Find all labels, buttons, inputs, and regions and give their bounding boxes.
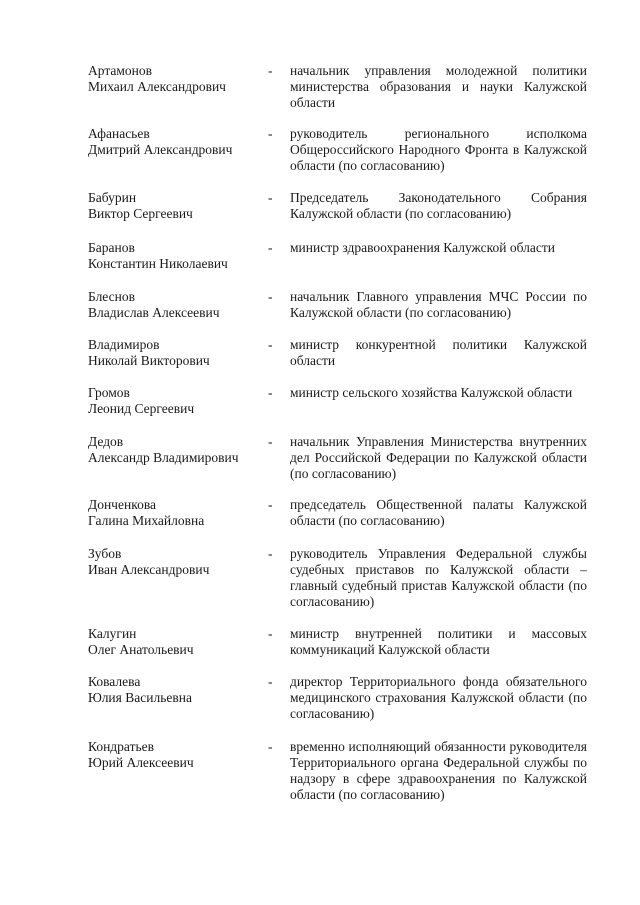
member-surname: Громов — [88, 385, 130, 400]
member-role: Председатель Законодательного Собрания Калужской области (по согласованию) — [290, 190, 587, 221]
member-role: начальник Главного управления МЧС России по Калужской области (по согласованию) — [290, 289, 587, 320]
member-name — [88, 434, 268, 466]
member-given-names: Галина Михайловна — [88, 513, 205, 528]
separator-dash: - — [268, 240, 273, 255]
member-name — [88, 337, 268, 369]
member-surname: Блеснов — [88, 289, 135, 304]
member-given-names: Юлия Васильевна — [88, 690, 192, 705]
member-surname: Зубов — [88, 546, 122, 561]
member-name — [88, 63, 268, 95]
member-name — [88, 385, 268, 417]
member-surname: Кондратьев — [88, 739, 154, 754]
member-surname: Бабурин — [88, 190, 137, 205]
member-given-names: Николай Викторович — [88, 353, 210, 368]
separator-dash: - — [268, 739, 273, 754]
member-given-names: Иван Александрович — [88, 562, 210, 577]
member-surname: Калугин — [88, 626, 137, 641]
member-given-names: Олег Анатольевич — [88, 642, 194, 657]
separator-dash: - — [268, 674, 273, 689]
member-role: начальник управления молодежной политики министерства образования и науки Калужской области — [290, 63, 587, 110]
member-name — [88, 190, 268, 222]
member-name — [88, 674, 268, 706]
member-name — [88, 739, 268, 771]
separator-dash: - — [268, 385, 273, 400]
member-given-names: Дмитрий Александрович — [88, 142, 233, 157]
member-surname: Дедов — [88, 434, 124, 449]
member-name — [88, 626, 268, 658]
member-given-names: Леонид Сергеевич — [88, 401, 195, 416]
member-role: временно исполняющий обязанности руководителя Территориального органа Федеральной службы по надзору в сфере здравоохранения по Калужской области (по согласованию) — [290, 739, 587, 802]
member-role: директор Территориального фонда обязательного медицинского страхования Калужской области (по согласованию) — [290, 674, 587, 721]
member-role: руководитель регионального исполкома Общероссийского Народного Фронта в Калужской области (по согласованию) — [290, 126, 587, 173]
member-given-names: Александр Владимирович — [88, 450, 239, 465]
member-role: министр конкурентной политики Калужской области — [290, 337, 587, 368]
separator-dash: - — [268, 63, 273, 78]
member-surname: Баранов — [88, 240, 135, 255]
member-surname: Владимиров — [88, 337, 160, 352]
member-role: министр сельского хозяйства Калужской области — [290, 385, 573, 400]
member-role: министр внутренней политики и массовых коммуникаций Калужской области — [290, 626, 587, 657]
member-surname: Ковалева — [88, 674, 141, 689]
separator-dash: - — [268, 337, 273, 352]
member-surname: Донченкова — [88, 497, 157, 512]
separator-dash: - — [268, 289, 273, 304]
member-role: руководитель Управления Федеральной службы судебных приставов по Калужской области – главный судебный пристав Калужской области (по согласованию) — [290, 546, 587, 609]
separator-dash: - — [268, 190, 273, 205]
member-given-names: Константин Николаевич — [88, 256, 228, 271]
member-name — [88, 240, 268, 272]
member-given-names: Михаил Александрович — [88, 79, 226, 94]
member-role: председатель Общественной палаты Калужской области (по согласованию) — [290, 497, 587, 528]
separator-dash: - — [268, 626, 273, 641]
separator-dash: - — [268, 126, 273, 141]
member-name — [88, 289, 268, 321]
member-name — [88, 546, 268, 578]
member-role: министр здравоохранения Калужской области — [290, 240, 555, 255]
member-given-names: Виктор Сергеевич — [88, 206, 193, 221]
member-given-names: Владислав Алексеевич — [88, 305, 220, 320]
member-name — [88, 497, 268, 529]
member-surname: Артамонов — [88, 63, 153, 78]
member-surname: Афанасьев — [88, 126, 150, 141]
member-given-names: Юрий Алексеевич — [88, 755, 194, 770]
separator-dash: - — [268, 497, 273, 512]
separator-dash: - — [268, 546, 273, 561]
member-name — [88, 126, 268, 158]
separator-dash: - — [268, 434, 273, 449]
member-role: начальник Управления Министерства внутренних дел Российской Федерации по Калужской области (по согласованию) — [290, 434, 587, 481]
